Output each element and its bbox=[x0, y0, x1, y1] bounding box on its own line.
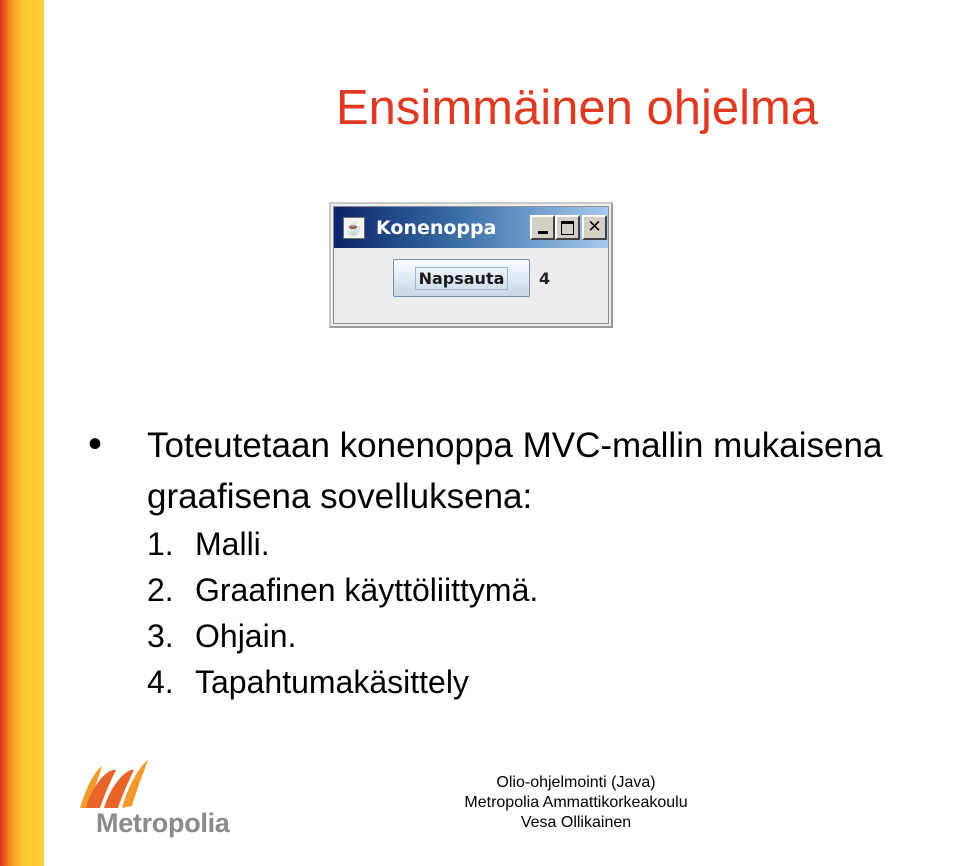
list-text: Tapahtumakäsittely bbox=[195, 664, 469, 700]
dice-value-label: 4 bbox=[539, 269, 551, 288]
list-item bbox=[147, 567, 538, 613]
footer-author: Vesa Ollikainen bbox=[520, 814, 632, 831]
bullet-dot-icon: • bbox=[88, 422, 103, 466]
list-item bbox=[147, 659, 538, 705]
slide-title: Ensimmäinen ohjelma bbox=[336, 81, 819, 135]
window-title: Konenoppa bbox=[376, 217, 497, 239]
numbered-list bbox=[147, 521, 538, 705]
close-button[interactable] bbox=[582, 215, 607, 240]
list-text: Graafinen käyttöliittymä. bbox=[195, 572, 539, 608]
maximize-button[interactable] bbox=[555, 215, 580, 240]
list-item bbox=[147, 521, 538, 567]
java-cup-icon: ☕ bbox=[343, 217, 365, 239]
list-number: 2. bbox=[147, 572, 174, 608]
list-number: 3. bbox=[147, 618, 174, 654]
maximize-icon bbox=[561, 221, 574, 235]
close-icon: ✕ bbox=[587, 217, 602, 237]
napsauta-button[interactable] bbox=[393, 259, 530, 297]
footer-course: Olio-ohjelmointi (Java) bbox=[496, 774, 656, 791]
minimize-icon bbox=[538, 231, 548, 234]
list-number: 4. bbox=[147, 664, 174, 700]
window-titlebar[interactable] bbox=[334, 207, 608, 248]
footer-info bbox=[436, 773, 716, 833]
list-text: Ohjain. bbox=[195, 618, 297, 654]
minimize-button[interactable] bbox=[530, 215, 555, 240]
side-stripe bbox=[0, 0, 44, 866]
java-window bbox=[329, 202, 613, 328]
list-text: Malli. bbox=[195, 526, 270, 562]
list-number: 1. bbox=[147, 526, 174, 562]
metropolia-logo-text: Metropolia bbox=[96, 808, 230, 838]
napsauta-button-label: Napsauta bbox=[415, 267, 509, 290]
footer-school: Metropolia Ammattikorkeakoulu bbox=[464, 794, 688, 811]
list-item bbox=[147, 613, 538, 659]
bullet-text: Toteutetaan konenoppa MVC-mallin mukaisena graafisena sovelluksena: bbox=[147, 426, 883, 516]
